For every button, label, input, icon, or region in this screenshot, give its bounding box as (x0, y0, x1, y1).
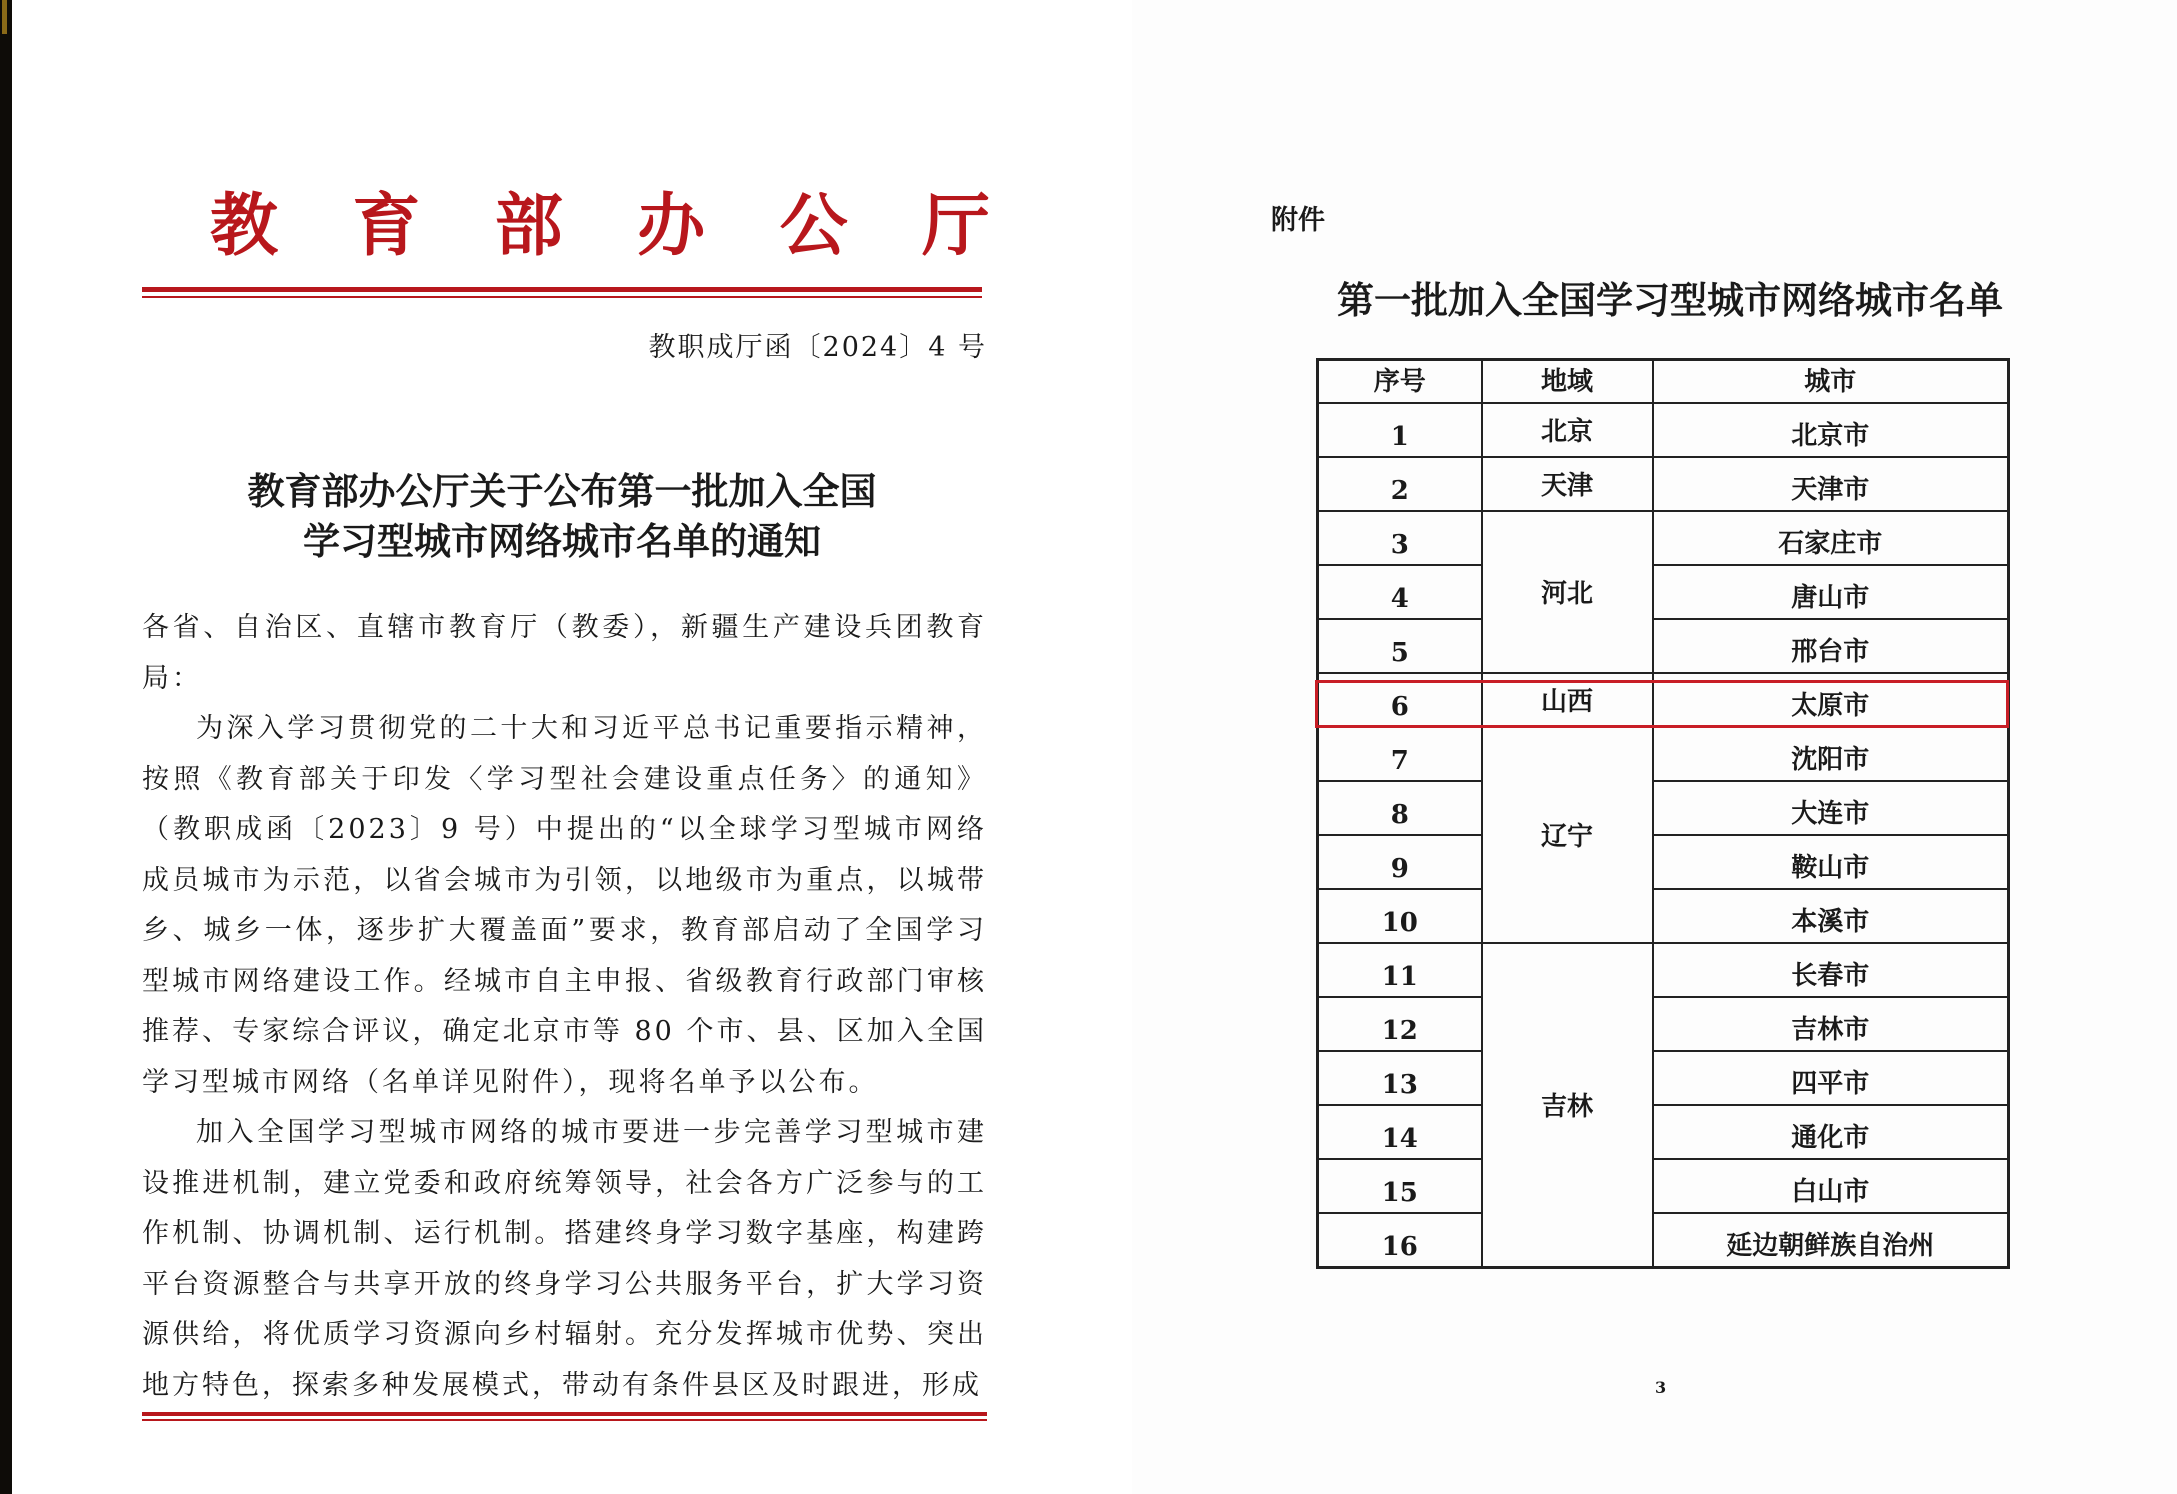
letterhead-char: 公 (779, 186, 848, 266)
table-row (1318, 673, 2009, 727)
cell-no: 4 (1318, 565, 1482, 619)
city-table-body (1318, 403, 2009, 1268)
cell-region: 辽宁 (1482, 727, 1653, 943)
cell-city: 吉林市 (1653, 997, 2009, 1051)
notice-title-line: 教育部办公厅关于公布第一批加入全国 (247, 469, 877, 513)
photo-edge (0, 0, 12, 1494)
cell-no: 3 (1318, 511, 1482, 565)
cell-city: 天津市 (1653, 457, 2009, 511)
letterhead-rule-thick (142, 287, 982, 292)
cell-no: 16 (1318, 1213, 1482, 1268)
footer-rule-thick (142, 1412, 987, 1416)
cell-no: 14 (1318, 1105, 1482, 1159)
header-cell-city: 城市 (1653, 360, 2009, 404)
cell-no: 11 (1318, 943, 1482, 997)
cell-no: 10 (1318, 889, 1482, 943)
cell-city: 大连市 (1653, 781, 2009, 835)
table-row (1318, 1051, 2009, 1105)
cell-city: 通化市 (1653, 1105, 2009, 1159)
table-row (1318, 781, 2009, 835)
table-row (1318, 1159, 2009, 1213)
table-row (1318, 511, 2009, 565)
table-header-row (1318, 360, 2009, 404)
table-row (1318, 1105, 2009, 1159)
notice-title-line: 学习型城市网络城市名单的通知 (303, 519, 821, 563)
cell-region: 天津 (1482, 457, 1653, 511)
table-row (1318, 565, 2009, 619)
letterhead-rule-thin (142, 296, 982, 298)
city-table (1316, 358, 2010, 1269)
cell-city: 沈阳市 (1653, 727, 2009, 781)
header-cell-no: 序号 (1318, 360, 1482, 404)
city-table-wrap (1316, 358, 2007, 1269)
cell-region: 北京 (1482, 403, 1653, 457)
attachment-label: 附件 (1271, 205, 1325, 236)
cell-no: 15 (1318, 1159, 1482, 1213)
letterhead (210, 186, 990, 266)
notice-title (142, 466, 982, 566)
cell-city: 太原市 (1653, 673, 2009, 727)
cell-no: 12 (1318, 997, 1482, 1051)
header-cell-region: 地域 (1482, 360, 1653, 404)
letterhead-char: 厅 (921, 186, 990, 266)
table-row (1318, 835, 2009, 889)
letterhead-char: 教 (210, 186, 279, 266)
cell-city: 白山市 (1653, 1159, 2009, 1213)
cell-region: 吉林 (1482, 943, 1653, 1268)
cell-no: 5 (1318, 619, 1482, 673)
cell-no: 6 (1318, 673, 1482, 727)
table-row (1318, 997, 2009, 1051)
document-number: 教职成厅函〔2024〕4 号 (648, 332, 987, 363)
cell-city: 北京市 (1653, 403, 2009, 457)
letterhead-char: 部 (494, 186, 563, 266)
cell-city: 唐山市 (1653, 565, 2009, 619)
cell-city: 本溪市 (1653, 889, 2009, 943)
table-row (1318, 727, 2009, 781)
table-row (1318, 889, 2009, 943)
cell-no: 8 (1318, 781, 1482, 835)
cell-no: 9 (1318, 835, 1482, 889)
letterhead-char: 育 (352, 186, 421, 266)
notice-body (142, 603, 987, 1411)
cell-city: 鞍山市 (1653, 835, 2009, 889)
page-number: 3 (1655, 1378, 1667, 1397)
cell-no: 2 (1318, 457, 1482, 511)
cell-no: 7 (1318, 727, 1482, 781)
cell-city: 延边朝鲜族自治州 (1653, 1213, 2009, 1268)
cell-city: 四平市 (1653, 1051, 2009, 1105)
letterhead-char: 办 (637, 186, 706, 266)
table-row (1318, 1213, 2009, 1268)
table-row (1318, 619, 2009, 673)
table-row (1318, 943, 2009, 997)
cell-no: 1 (1318, 403, 1482, 457)
table-row (1318, 403, 2009, 457)
table-row (1318, 457, 2009, 511)
cell-city: 石家庄市 (1653, 511, 2009, 565)
list-title: 第一批加入全国学习型城市网络城市名单 (1337, 278, 2003, 322)
cell-region: 河北 (1482, 511, 1653, 673)
body-paragraph: 为深入学习贯彻党的二十大和习近平总书记重要指示精神，按照《教育部关于印发〈学习型社会建设重点任务〉的通知》（教职成函〔2023〕9 号）中提出的“以全球学习型城市网络成员城市为示范，以省会城市为引领，以地级市为重点，以城带乡、城乡一体，逐步扩大覆盖面”要求，教育部启动了全国学习型城市网络建设工作。经城市自主申报、省级教育行政部门审核推荐、专家综合评议，确定北京市等 80 个市、县、区加入全国学习型城市网络（名单详见附件），现将名单予以公布。 (142, 713, 987, 1098)
cell-region: 山西 (1482, 673, 1653, 727)
cell-city: 邢台市 (1653, 619, 2009, 673)
salutation: 各省、自治区、直辖市教育厅（教委），新疆生产建设兵团教育局： (142, 612, 987, 694)
body-paragraph: 加入全国学习型城市网络的城市要进一步完善学习型城市建设推进机制，建立党委和政府统筹领导，社会各方广泛参与的工作机制、协调机制、运行机制。搭建终身学习数字基座，构建跨平台资源整合与共享开放的终身学习公共服务平台，扩大学习资源供给，将优质学习资源向乡村辐射。充分发挥城市优势、突出地方特色，探索多种发展模式，带动有条件县区及时跟进，形成 (142, 1117, 987, 1401)
cell-city: 长春市 (1653, 943, 2009, 997)
footer-rule-thin (142, 1419, 987, 1421)
cell-no: 13 (1318, 1051, 1482, 1105)
